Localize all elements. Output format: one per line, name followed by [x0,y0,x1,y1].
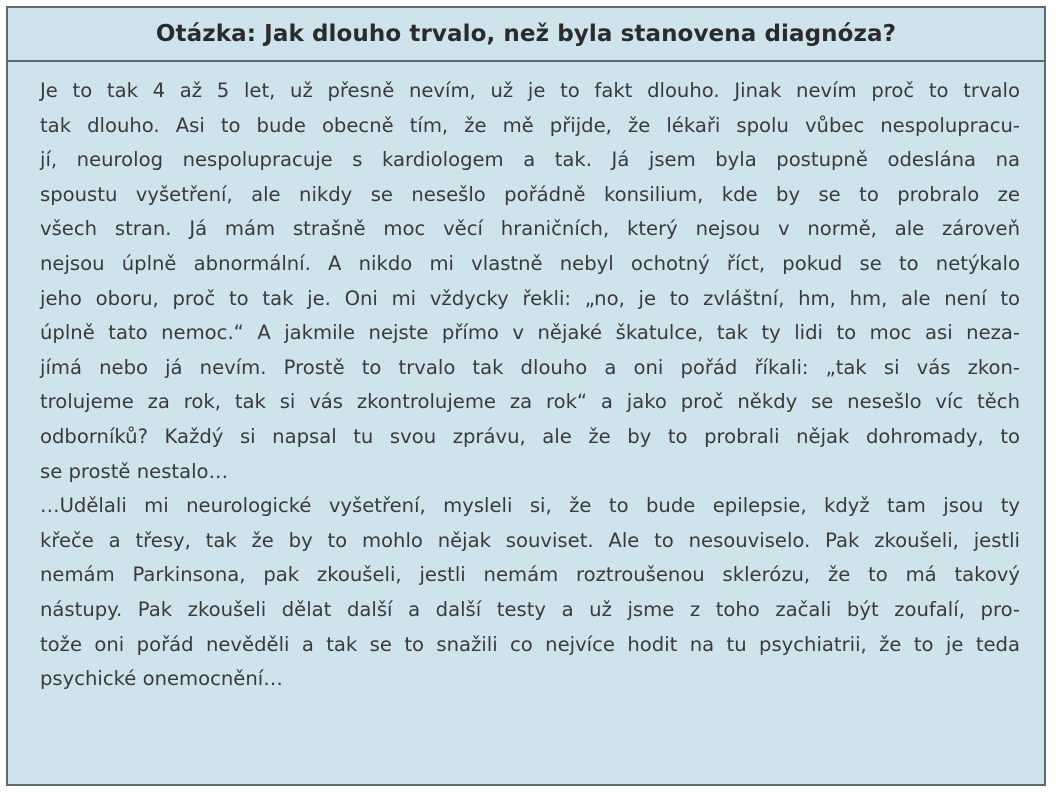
text-line: nejsou úplně abnormální. A nikdo mi vlastně nebyl ochotný říct, pokud se to netýkalo [40,251,1020,275]
quote-box [6,6,1046,786]
paragraph-1 [40,74,1020,489]
text-line: tože oni pořád nevěděli a tak se to snažili co nejvíce hodit na tu psychiatrii, že to je teda [40,632,1020,656]
text-line: všech stran. Já mám strašně moc věcí hraničních, který nejsou v normě, ale zároveň [40,217,1020,241]
text-line: nemám Parkinsona, pak zkoušeli, jestli nemám roztroušenou sklerózu, že to má takový [40,563,1020,587]
question-header [8,8,1044,62]
text-line: úplně tato nemoc.“ A jakmile nejste přímo v nějaké škatulce, tak ty lidi to moc asi neza- [40,321,1020,345]
text-line: jí, neurolog nespolupracuje s kardiologem a tak. Já jsem byla postupně odeslána na [40,148,1020,172]
text-line: jeho oboru, proč to tak je. Oni mi vždycky řekli: „no, je to zvláštní, hm, hm, ale není to [40,286,1020,310]
question-title: Otázka: Jak dlouho trvalo, než byla stanovena diagnóza? [155,21,897,47]
text-line: se prostě nestalo… [40,459,229,483]
text-line: tak dlouho. Asi to bude obecně tím, že mě přijde, že lékaři spolu vůbec nespolupracu- [40,113,1020,137]
text-line: psychické onemocnění… [40,667,283,691]
paragraph-2 [40,489,1020,697]
text-line: …Udělali mi neurologické vyšetření, mysleli si, že to bude epilepsie, když tam jsou ty [40,494,1020,518]
answer-text [40,74,1020,697]
text-line: spoustu vyšetření, ale nikdy se nesešlo pořádně konsilium, kde by se to probralo ze [40,182,1020,206]
text-line: Je to tak 4 až 5 let, už přesně nevím, už je to fakt dlouho. Jinak nevím proč to trvalo [40,79,1020,102]
text-line: odborníků? Každý si napsal tu svou zprávu, ale že by to probrali nějak dohromady, to [40,424,1020,448]
text-line: nástupy. Pak zkoušeli dělat další a další testy a už jsme z toho začali být zoufalí, pro- [40,597,1020,621]
text-line: křeče a třesy, tak že by to mohlo nějak souviset. Ale to nesouviselo. Pak zkoušeli, jestli [40,528,1020,552]
text-line: trolujeme za rok, tak si vás zkontrolujeme za rok“ a jako proč někdy se nesešlo víc těch [40,390,1020,414]
text-line: jímá nebo já nevím. Prostě to trvalo tak dlouho a oni pořád říkali: „tak si vás zkon- [40,355,1020,379]
